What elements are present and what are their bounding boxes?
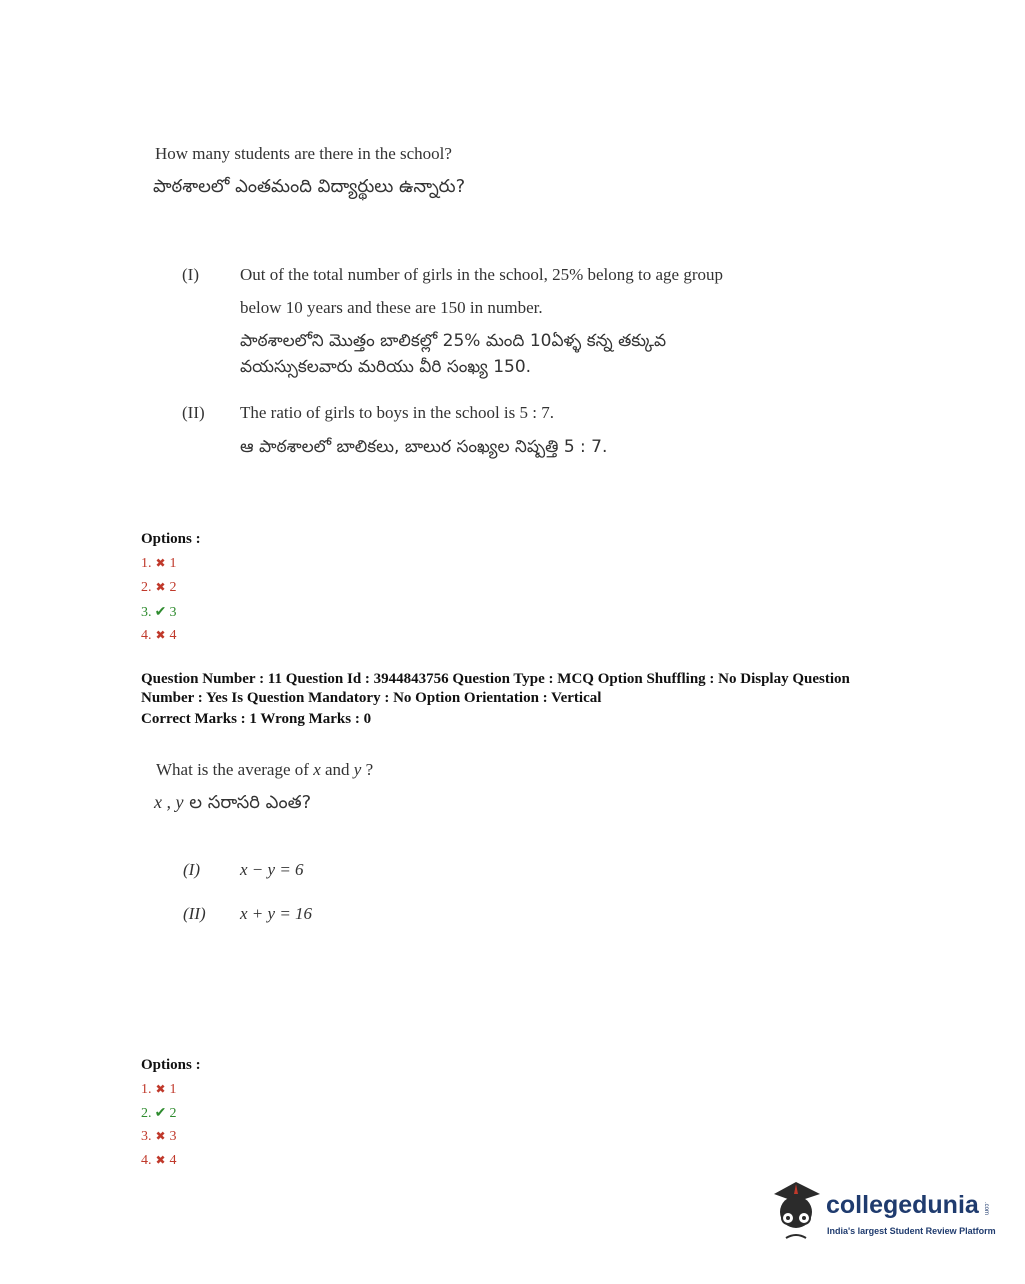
- option-number: 1.: [141, 1082, 152, 1097]
- check-icon: ✔: [154, 605, 167, 620]
- option-value: 2: [169, 1106, 177, 1121]
- option-value: 2: [169, 580, 177, 595]
- q2-option-1: [141, 1082, 177, 1098]
- q1-statement-1-en-line2: below 10 years and these are 150 in number.: [240, 298, 543, 317]
- option-number: 1.: [141, 556, 152, 571]
- q2-question-en-part: ?: [361, 760, 374, 779]
- option-value: 4: [169, 1153, 177, 1168]
- cross-icon: ✖: [155, 556, 166, 570]
- cross-icon: ✖: [155, 580, 166, 594]
- q2-question-en-part: What is the average of: [156, 760, 314, 779]
- q2-meta-line3: Correct Marks : 1 Wrong Marks : 0: [141, 711, 372, 727]
- q2-question-en: [156, 760, 373, 780]
- q2-question-te-text: ల సరాసరి ఎంత?: [189, 792, 312, 813]
- q1-option-4: [141, 628, 177, 644]
- cross-icon: ✖: [155, 1082, 166, 1096]
- q1-statement-2-te: ఆ పాఠశాలలో బాలికలు, బాలుర సంఖ్యల నిష్పత్తి 5 : 7.: [240, 437, 608, 457]
- q2-var-y: y: [353, 760, 362, 779]
- q1-options-heading: Options :: [141, 531, 201, 547]
- cross-icon: ✖: [155, 1129, 166, 1143]
- q2-meta-line1: Question Number : 11 Question Id : 3944843756 Question Type : MCQ Option Shuffling : No Display Question: [141, 671, 850, 687]
- q2-statement-1-expr: x − y = 6: [240, 860, 304, 879]
- q1-statement-2-en: The ratio of girls to boys in the school is 5 : 7.: [240, 403, 554, 422]
- q1-question-en: How many students are there in the school?: [155, 144, 452, 163]
- collegedunia-logo-suffix: .com: [983, 1202, 989, 1216]
- collegedunia-logo-text: collegedunia: [826, 1191, 979, 1219]
- q2-option-2: [141, 1105, 177, 1122]
- option-number: 4.: [141, 628, 152, 643]
- q1-statement-1-number: (I): [182, 265, 199, 284]
- q1-option-3: [141, 604, 177, 621]
- option-value: 3: [169, 605, 177, 620]
- q1-statement-1-en-line1: Out of the total number of girls in the school, 25% belong to age group: [240, 265, 723, 284]
- q1-question-te: పాఠశాలలో ఎంతమంది విద్యార్థులు ఉన్నారు?: [153, 176, 466, 197]
- option-value: 3: [169, 1129, 177, 1144]
- q2-statement-1-number: (I): [183, 860, 200, 879]
- q2-statement-2-expr: x + y = 16: [240, 904, 313, 923]
- q1-statement-2-number: (II): [182, 403, 205, 422]
- q2-question-te-vars: x , y: [154, 792, 184, 812]
- q2-question-te: [154, 792, 311, 817]
- option-number: 2.: [141, 580, 152, 595]
- q2-var-x: x: [313, 760, 321, 779]
- option-value: 1: [169, 1082, 177, 1097]
- q1-statement-1-te-line2: వయస్సుకలవారు మరియు వీరి సంఖ్య 150.: [240, 357, 532, 377]
- q2-option-3: [141, 1129, 177, 1145]
- q2-option-4: [141, 1153, 177, 1169]
- q1-option-1: [141, 556, 177, 572]
- q1-statement-1-te-line1: పాఠశాలలోని మొత్తం బాలికల్లో 25% మంది 10ఏళ్ళ కన్న తక్కువ: [240, 331, 667, 351]
- option-number: 2.: [141, 1106, 152, 1121]
- q2-statement-2-number: (II): [183, 904, 206, 923]
- q2-question-en-part: and: [320, 760, 354, 779]
- option-number: 4.: [141, 1153, 152, 1168]
- option-value: 4: [169, 628, 177, 643]
- cross-icon: ✖: [155, 1153, 166, 1167]
- option-value: 1: [169, 556, 177, 571]
- q2-options-heading: Options :: [141, 1057, 201, 1073]
- check-icon: ✔: [154, 1106, 167, 1121]
- option-number: 3.: [141, 605, 152, 620]
- option-number: 3.: [141, 1129, 152, 1144]
- q1-option-2: [141, 580, 177, 596]
- q2-meta-line2: Number : Yes Is Question Mandatory : No Option Orientation : Vertical: [141, 690, 602, 706]
- cross-icon: ✖: [155, 628, 166, 642]
- collegedunia-mascot-icon: [766, 1176, 826, 1242]
- collegedunia-tagline: India's largest Student Review Platform: [827, 1226, 996, 1236]
